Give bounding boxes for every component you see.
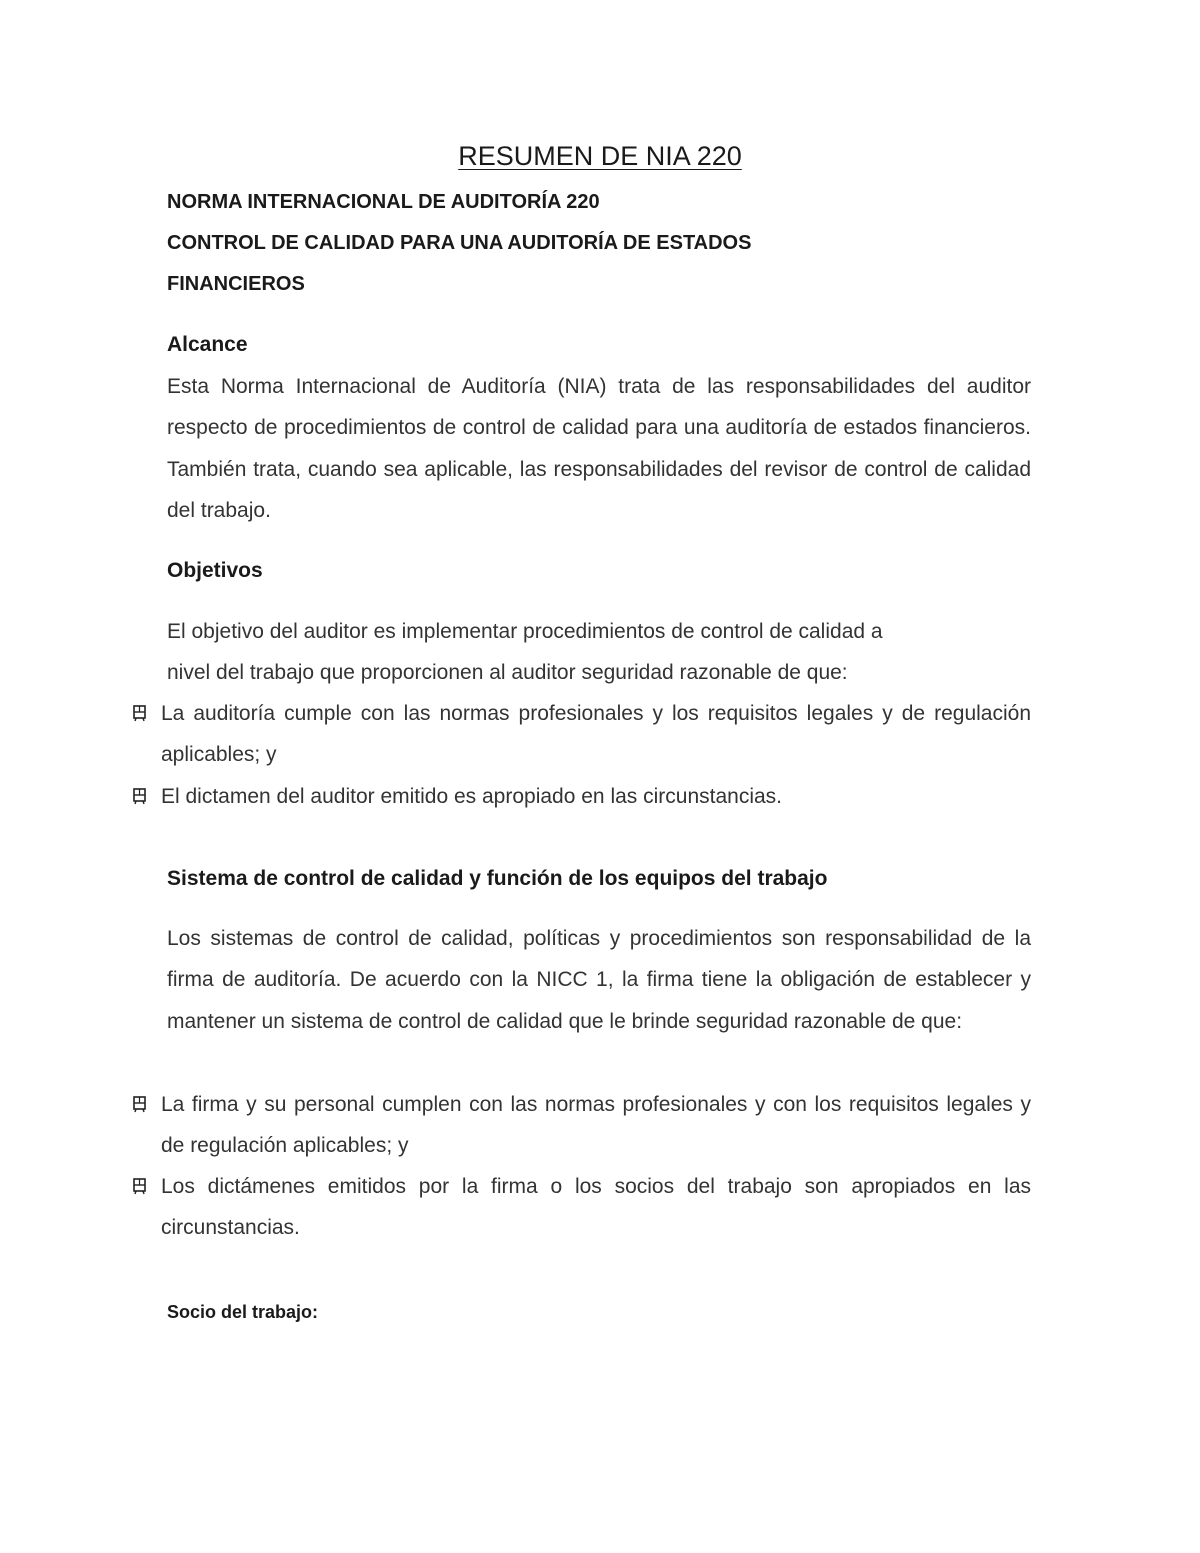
paragraph-objetivos-line-1: El objetivo del auditor es implementar procedimientos de control de calidad a bbox=[167, 620, 883, 643]
list-item bbox=[132, 1166, 1031, 1249]
book-bullet-icon bbox=[132, 693, 161, 734]
document-title: RESUMEN DE NIA 220 bbox=[458, 141, 742, 171]
bullet-text: El dictamen del auditor emitido es apropiado en las circunstancias. bbox=[161, 785, 783, 808]
norma-line: NORMA INTERNACIONAL DE AUDITORÍA 220 bbox=[167, 191, 600, 213]
book-bullet-icon bbox=[132, 1084, 161, 1125]
paragraph-objetivos-line-2: nivel del trabajo que proporcionen al auditor seguridad razonable de que: bbox=[167, 661, 848, 684]
bullet-text: La firma y su personal cumplen con las normas profesionales y con los requisitos legales y de regulación aplicables; y bbox=[161, 1093, 1031, 1158]
list-item bbox=[132, 776, 1031, 817]
book-bullet-icon bbox=[132, 776, 161, 817]
book-bullet-icon bbox=[132, 1166, 161, 1207]
subtitle-line-2: FINANCIEROS bbox=[167, 273, 305, 295]
bullet-text: Los dictámenes emitidos por la firma o los socios del trabajo son apropiados en las circunstancias. bbox=[161, 1175, 1031, 1240]
list-item bbox=[132, 693, 1031, 776]
heading-objetivos: Objetivos bbox=[167, 559, 263, 582]
heading-sistema: Sistema de control de calidad y función de los equipos del trabajo bbox=[167, 867, 828, 890]
list-item bbox=[132, 1084, 1031, 1167]
paragraph-sistema: Los sistemas de control de calidad, políticas y procedimientos son responsabilidad de la firma de auditoría. De acuerdo con la NICC 1, la firma tiene la obligación de establecer y mantener un sistema de control de calidad que le brinde seguridad razonable de que: bbox=[167, 927, 1031, 1033]
subtitle-line-1: CONTROL DE CALIDAD PARA UNA AUDITORÍA DE ESTADOS bbox=[167, 232, 752, 254]
bullet-text: La auditoría cumple con las normas profesionales y los requisitos legales y de regulación aplicables; y bbox=[161, 702, 1031, 767]
heading-alcance: Alcance bbox=[167, 333, 248, 356]
heading-socio: Socio del trabajo: bbox=[167, 1302, 319, 1322]
paragraph-alcance: Esta Norma Internacional de Auditoría (NIA) trata de las responsabilidades del auditor respecto de procedimientos de control de calidad para una auditoría de estados financieros. También trata, cuando sea aplicable, las responsabilidades del revisor de control de calidad del trabajo. bbox=[167, 375, 1031, 522]
